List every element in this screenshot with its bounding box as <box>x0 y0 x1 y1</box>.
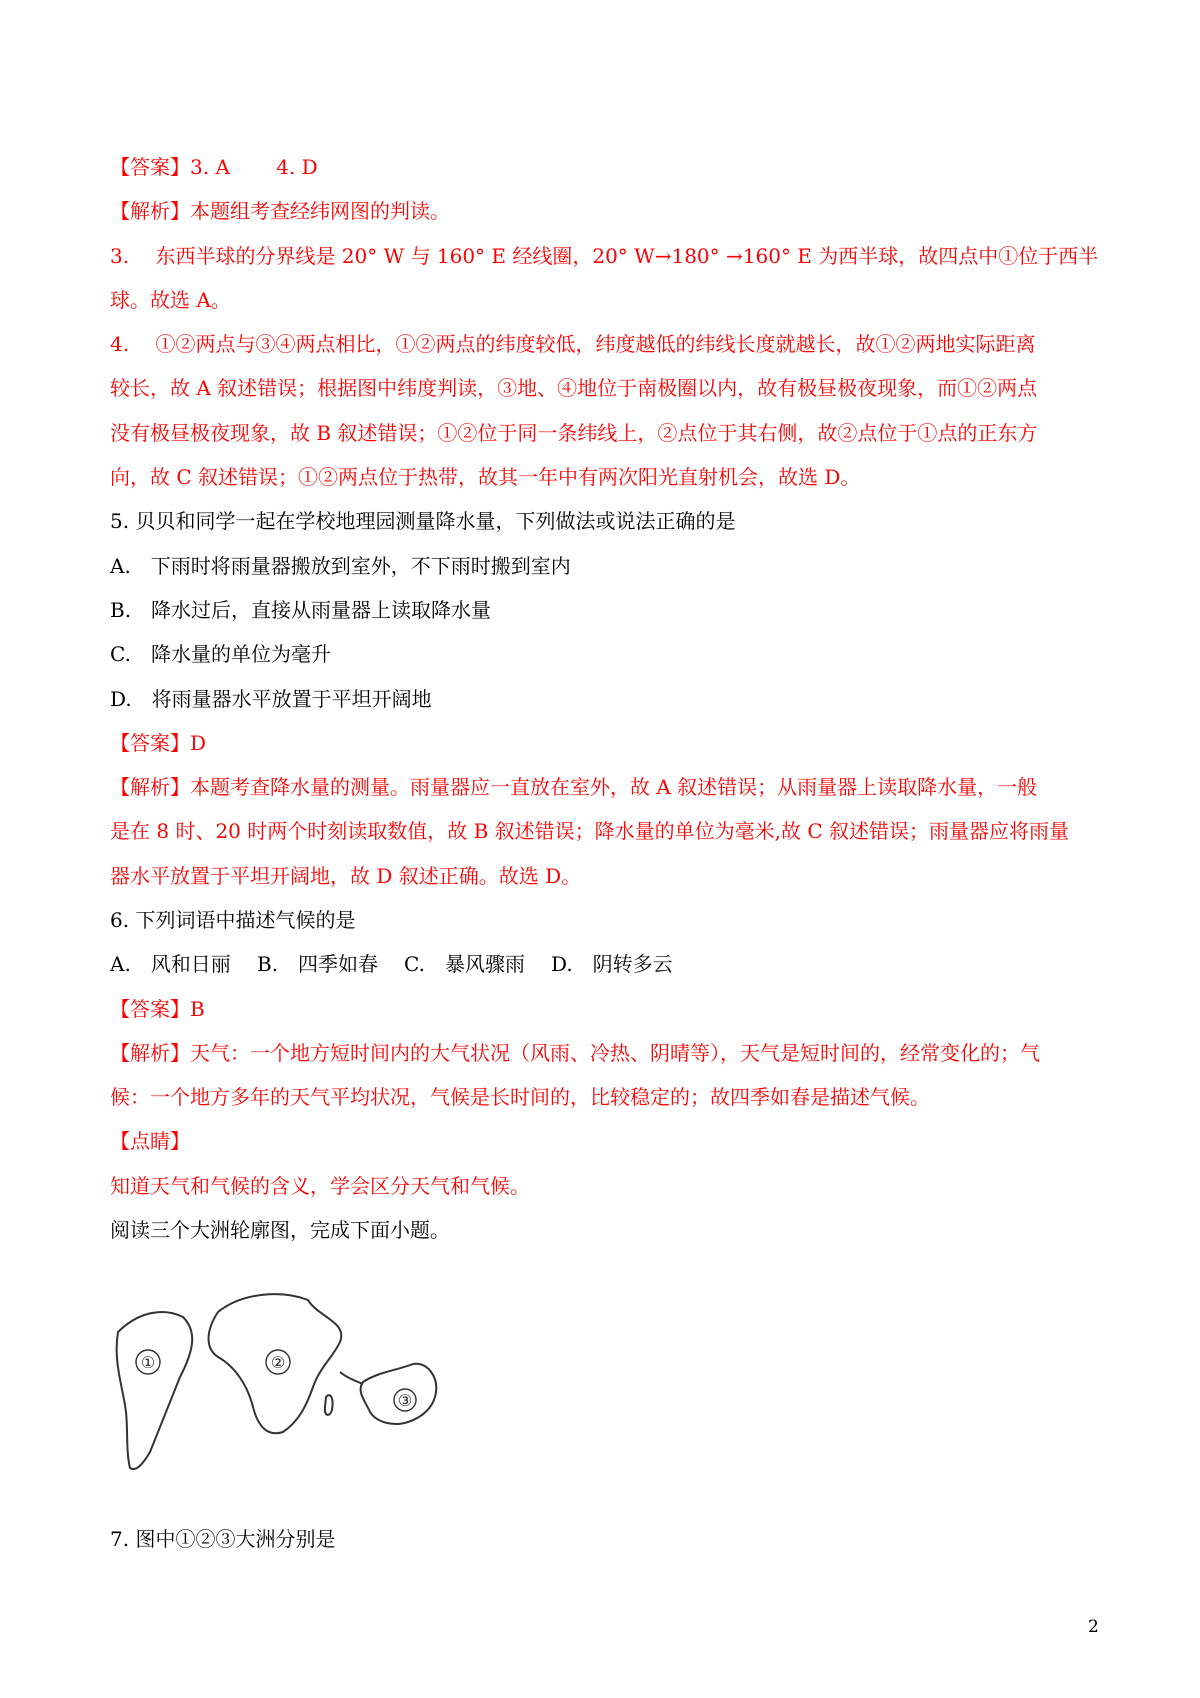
q6-tip-text: 知道天气和气候的含义，学会区分天气和气候。 <box>110 1174 530 1198</box>
q6-analysis-tag: 【解析】 <box>110 1041 190 1065</box>
q5-answer <box>110 730 206 756</box>
q5-analysis-line-1 <box>110 774 1037 800</box>
q5-option-a: A. 下雨时将雨量器搬放到室外，不下雨时搬到室内 <box>110 554 571 578</box>
analysis-line-1 <box>110 198 450 224</box>
figure-label-1: ① <box>140 1353 156 1372</box>
answer-text: 3. A 4. D <box>190 155 318 179</box>
q7-stem: 7. 图中①②③大洲分别是 <box>110 1527 336 1551</box>
q5-analysis-line-2: 是在 8 时、20 时两个时刻读取数值，故 B 叙述错误；降水量的单位为毫米,故 C 叙述错误；雨量器应将雨量 <box>110 819 1070 843</box>
q5-answer-value: D <box>190 731 207 755</box>
q5-stem: 5. 贝贝和同学一起在学校地理园测量降水量，下列做法或说法正确的是 <box>110 509 736 533</box>
q6-tip-tag: 【点睛】 <box>110 1129 190 1153</box>
q5-analysis-line-3: 器水平放置于平坦开阔地，故 D 叙述正确。故选 D。 <box>110 864 582 888</box>
analysis-tag: 【解析】 <box>110 199 190 223</box>
q5-answer-tag: 【答案】 <box>110 731 190 755</box>
q5-analysis-text-1: 本题考查降水量的测量。雨量器应一直放在室外，故 A 叙述错误；从雨量器上读取降水量，一般 <box>190 775 1038 799</box>
page-number: 2 <box>1088 1617 1099 1637</box>
answer-tag: 【答案】 <box>110 155 190 179</box>
analysis-text: 本题组考查经纬网图的判读。 <box>190 199 450 223</box>
q6-answer-tag: 【答案】 <box>110 997 190 1021</box>
q4-explanation-line-3: 没有极昼极夜现象，故 B 叙述错误；①②位于同一条纬线上，②点位于其右侧，故②点位于①点的正东方 <box>110 421 1038 445</box>
q6-option-c: C. 暴风骤雨 <box>404 952 525 976</box>
reading-intro: 阅读三个大洲轮廓图，完成下面小题。 <box>110 1218 450 1242</box>
figure-label-2: ② <box>270 1353 286 1372</box>
q5-option-b: B. 降水过后，直接从雨量器上读取降水量 <box>110 598 492 622</box>
q6-analysis-line-1 <box>110 1040 1040 1066</box>
q5-option-c: C. 降水量的单位为毫升 <box>110 642 331 666</box>
answer-line-1 <box>110 154 318 180</box>
madagascar-outline <box>325 1395 333 1415</box>
q6-option-b: B. 四季如春 <box>257 952 379 976</box>
q3-explanation-line-2: 球。故选 A。 <box>110 288 231 312</box>
figure-label-3: ③ <box>397 1391 413 1410</box>
q6-analysis-line-2: 候：一个地方多年的天气平均状况，气候是长时间的，比较稳定的；故四季如春是描述气候。 <box>110 1085 930 1109</box>
continent-outlines-figure <box>108 1292 493 1484</box>
antarctic-peninsula-outline <box>340 1372 363 1384</box>
continent-outline-1 <box>117 1312 193 1469</box>
q5-option-d: D. 将雨量器水平放置于平坦开阔地 <box>110 687 432 711</box>
q4-explanation-line-2: 较长，故 A 叙述错误；根据图中纬度判读，③地、④地位于南极圈以内，故有极昼极夜现象，而①②两点 <box>110 376 1038 400</box>
q4-explanation-line-1: 4. ①②两点与③④两点相比，①②两点的纬度较低，纬度越低的纬线长度就越长，故①②两地实际距离 <box>110 332 1036 356</box>
q6-option-a: A. 风和日丽 <box>110 952 231 976</box>
q4-explanation-line-4: 向，故 C 叙述错误；①②两点位于热带，故其一年中有两次阳光直射机会，故选 D。 <box>110 465 861 489</box>
q6-option-d: D. 阴转多云 <box>551 952 673 976</box>
q6-analysis-text-1: 天气：一个地方短时间内的大气状况（风雨、冷热、阴晴等），天气是短时间的，经常变化的；气 <box>190 1041 1040 1065</box>
q5-analysis-tag: 【解析】 <box>110 775 190 799</box>
q6-answer <box>110 996 205 1022</box>
q6-options <box>110 951 673 977</box>
q6-answer-value: B <box>190 997 205 1021</box>
q6-stem: 6. 下列词语中描述气候的是 <box>110 908 356 932</box>
q3-explanation-line-1: 3. 东西半球的分界线是 20° W 与 160° E 经线圈，20° W→180° →160° E 为西半球，故四点中①位于西半 <box>110 244 1099 268</box>
